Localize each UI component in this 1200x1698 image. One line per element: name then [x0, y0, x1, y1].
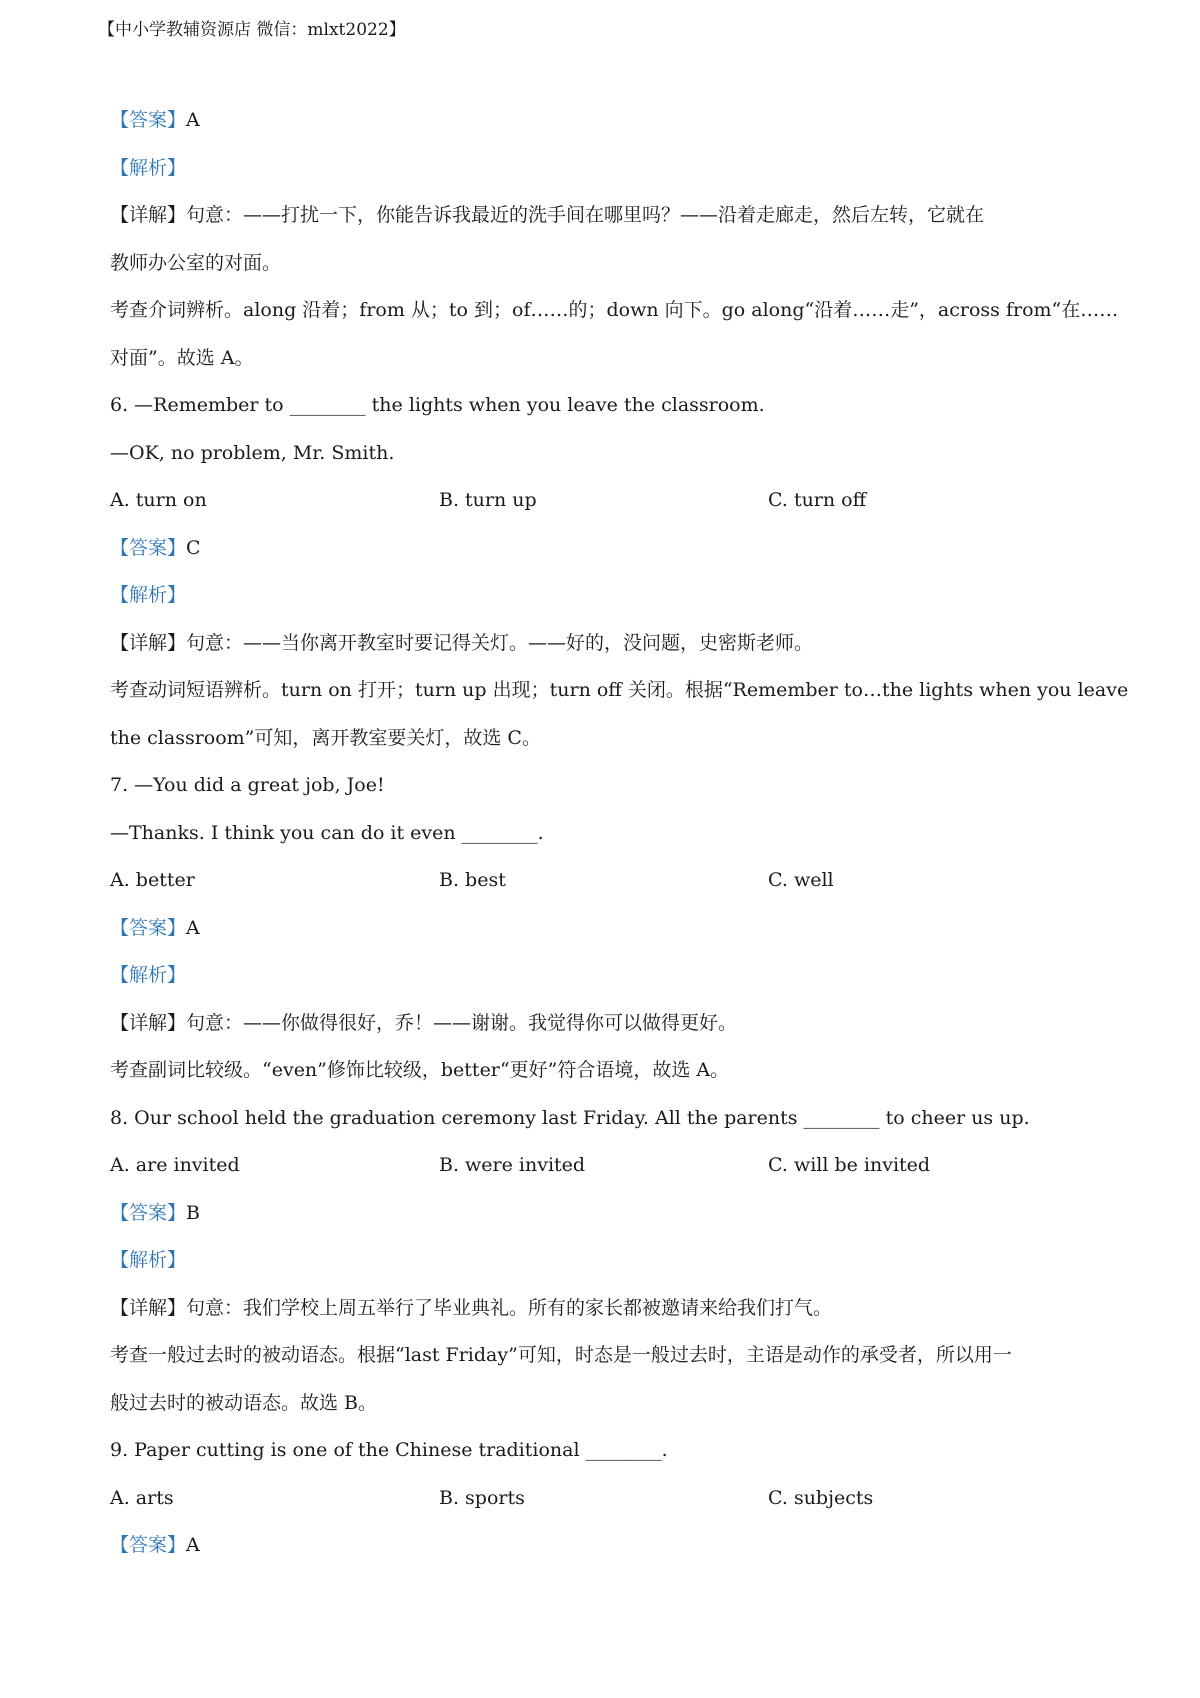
q8-option-b: B. were invited [439, 1154, 586, 1176]
q8-analysis-line [110, 1237, 1100, 1285]
detail-tag: 【详解】 [110, 631, 187, 654]
page-header: 【中小学教辅资源店 微信：mlxt2022】 [98, 20, 406, 40]
answer-tag: 【答案】 [110, 1201, 187, 1224]
q9-stem: 9. Paper cutting is one of the Chinese traditional ________. [110, 1439, 668, 1461]
q5-explanation-line-1: 考查介词辨析。along 沿着；from 从；to 到；of……的；down 向下。go along“沿着……走”，across from“在…… [110, 299, 1119, 321]
answer-tag: 【答案】 [110, 1534, 187, 1556]
q9-option-a: A. arts [110, 1486, 174, 1509]
q6-option-b: B. turn up [439, 489, 537, 511]
q9-answer-line [110, 1522, 1100, 1570]
q7-analysis-line [110, 952, 1100, 1000]
answer-tag: 【答案】 [110, 536, 187, 559]
q5-answer-line [110, 97, 1100, 145]
analysis-tag: 【解析】 [110, 1249, 187, 1271]
q7-reply: —Thanks. I think you can do it even ________. [110, 821, 544, 844]
document-body [110, 97, 1129, 1570]
q8-answer: B [186, 1201, 200, 1224]
q6-options [110, 477, 1100, 525]
q6-explanation-line-1: 考查动词短语辨析。turn on 打开；turn up 出现；turn off 关闭。根据“Remember to…the lights when you leave [110, 679, 1129, 701]
analysis-tag: 【解析】 [110, 584, 187, 606]
q9-answer: A [186, 1534, 200, 1556]
answer-tag: 【答案】 [110, 916, 187, 939]
q7-explanation-line-1: 考查副词比较级。“even”修饰比较级，better“更好”符合语境，故选 A。 [110, 1059, 730, 1081]
q6-detail-line [110, 620, 1100, 668]
q6-stem: 6. —Remember to ________ the lights when you leave the classroom. [110, 394, 765, 416]
q5-detail-line-2: 教师办公室的对面。 [110, 251, 282, 274]
q8-option-c: C. will be invited [768, 1154, 931, 1176]
q8-explanation-line-2: 般过去时的被动语态。故选 B。 [110, 1391, 378, 1414]
q6-option-a: A. turn on [110, 489, 207, 511]
q8-answer-line [110, 1190, 1100, 1238]
q6-analysis-line [110, 572, 1100, 620]
q9-option-b: B. sports [439, 1486, 525, 1509]
q7-answer: A [186, 916, 200, 939]
detail-tag: 【详解】 [110, 1011, 187, 1034]
q8-detail-line [110, 1285, 1100, 1333]
q7-option-b: B. best [439, 869, 506, 891]
q8-option-a: A. are invited [110, 1154, 240, 1176]
q6-option-c: C. turn off [768, 489, 867, 511]
q6-reply: —OK, no problem, Mr. Smith. [110, 441, 395, 464]
q7-stem: 7. —You did a great job, Joe! [110, 774, 385, 796]
q7-answer-line [110, 905, 1100, 953]
q8-detail: 句意：我们学校上周五举行了毕业典礼。所有的家长都被邀请来给我们打气。 [186, 1296, 833, 1319]
detail-tag: 【详解】 [110, 1296, 187, 1319]
answer-tag: 【答案】 [110, 109, 187, 131]
q7-option-a: A. better [110, 869, 195, 891]
q6-explanation-line-2: the classroom”可知，离开教室要关灯，故选 C。 [110, 726, 541, 749]
q5-detail: 句意：——打扰一下，你能告诉我最近的洗手间在哪里吗？——沿着走廊走，然后左转，它就在 [186, 204, 985, 226]
q5-analysis-line [110, 145, 1100, 193]
q5-answer: A [186, 109, 200, 131]
analysis-tag: 【解析】 [110, 964, 187, 986]
q8-explanation-line-1: 考查一般过去时的被动语态。根据“last Friday”可知，时态是一般过去时，主语是动作的承受者，所以用一 [110, 1344, 1012, 1366]
q7-detail-line [110, 1000, 1100, 1048]
q7-option-c: C. well [768, 869, 834, 891]
q8-stem: 8. Our school held the graduation ceremony last Friday. All the parents ________ to cheer us up. [110, 1106, 1030, 1129]
q7-options [110, 857, 1100, 905]
q9-options [110, 1475, 1100, 1523]
analysis-tag: 【解析】 [110, 156, 187, 179]
q6-answer-line [110, 525, 1100, 573]
q7-detail: 句意：——你做得很好，乔！——谢谢。我觉得你可以做得更好。 [186, 1011, 738, 1034]
q8-options [110, 1142, 1100, 1190]
q5-explanation-line-2: 对面”。故选 A。 [110, 346, 254, 369]
q6-detail: 句意：——当你离开教室时要记得关灯。——好的，没问题，史密斯老师。 [186, 631, 814, 654]
detail-tag: 【详解】 [110, 204, 187, 226]
q6-answer: C [186, 536, 201, 559]
q9-option-c: C. subjects [768, 1486, 874, 1509]
q5-detail-line [110, 192, 1100, 240]
